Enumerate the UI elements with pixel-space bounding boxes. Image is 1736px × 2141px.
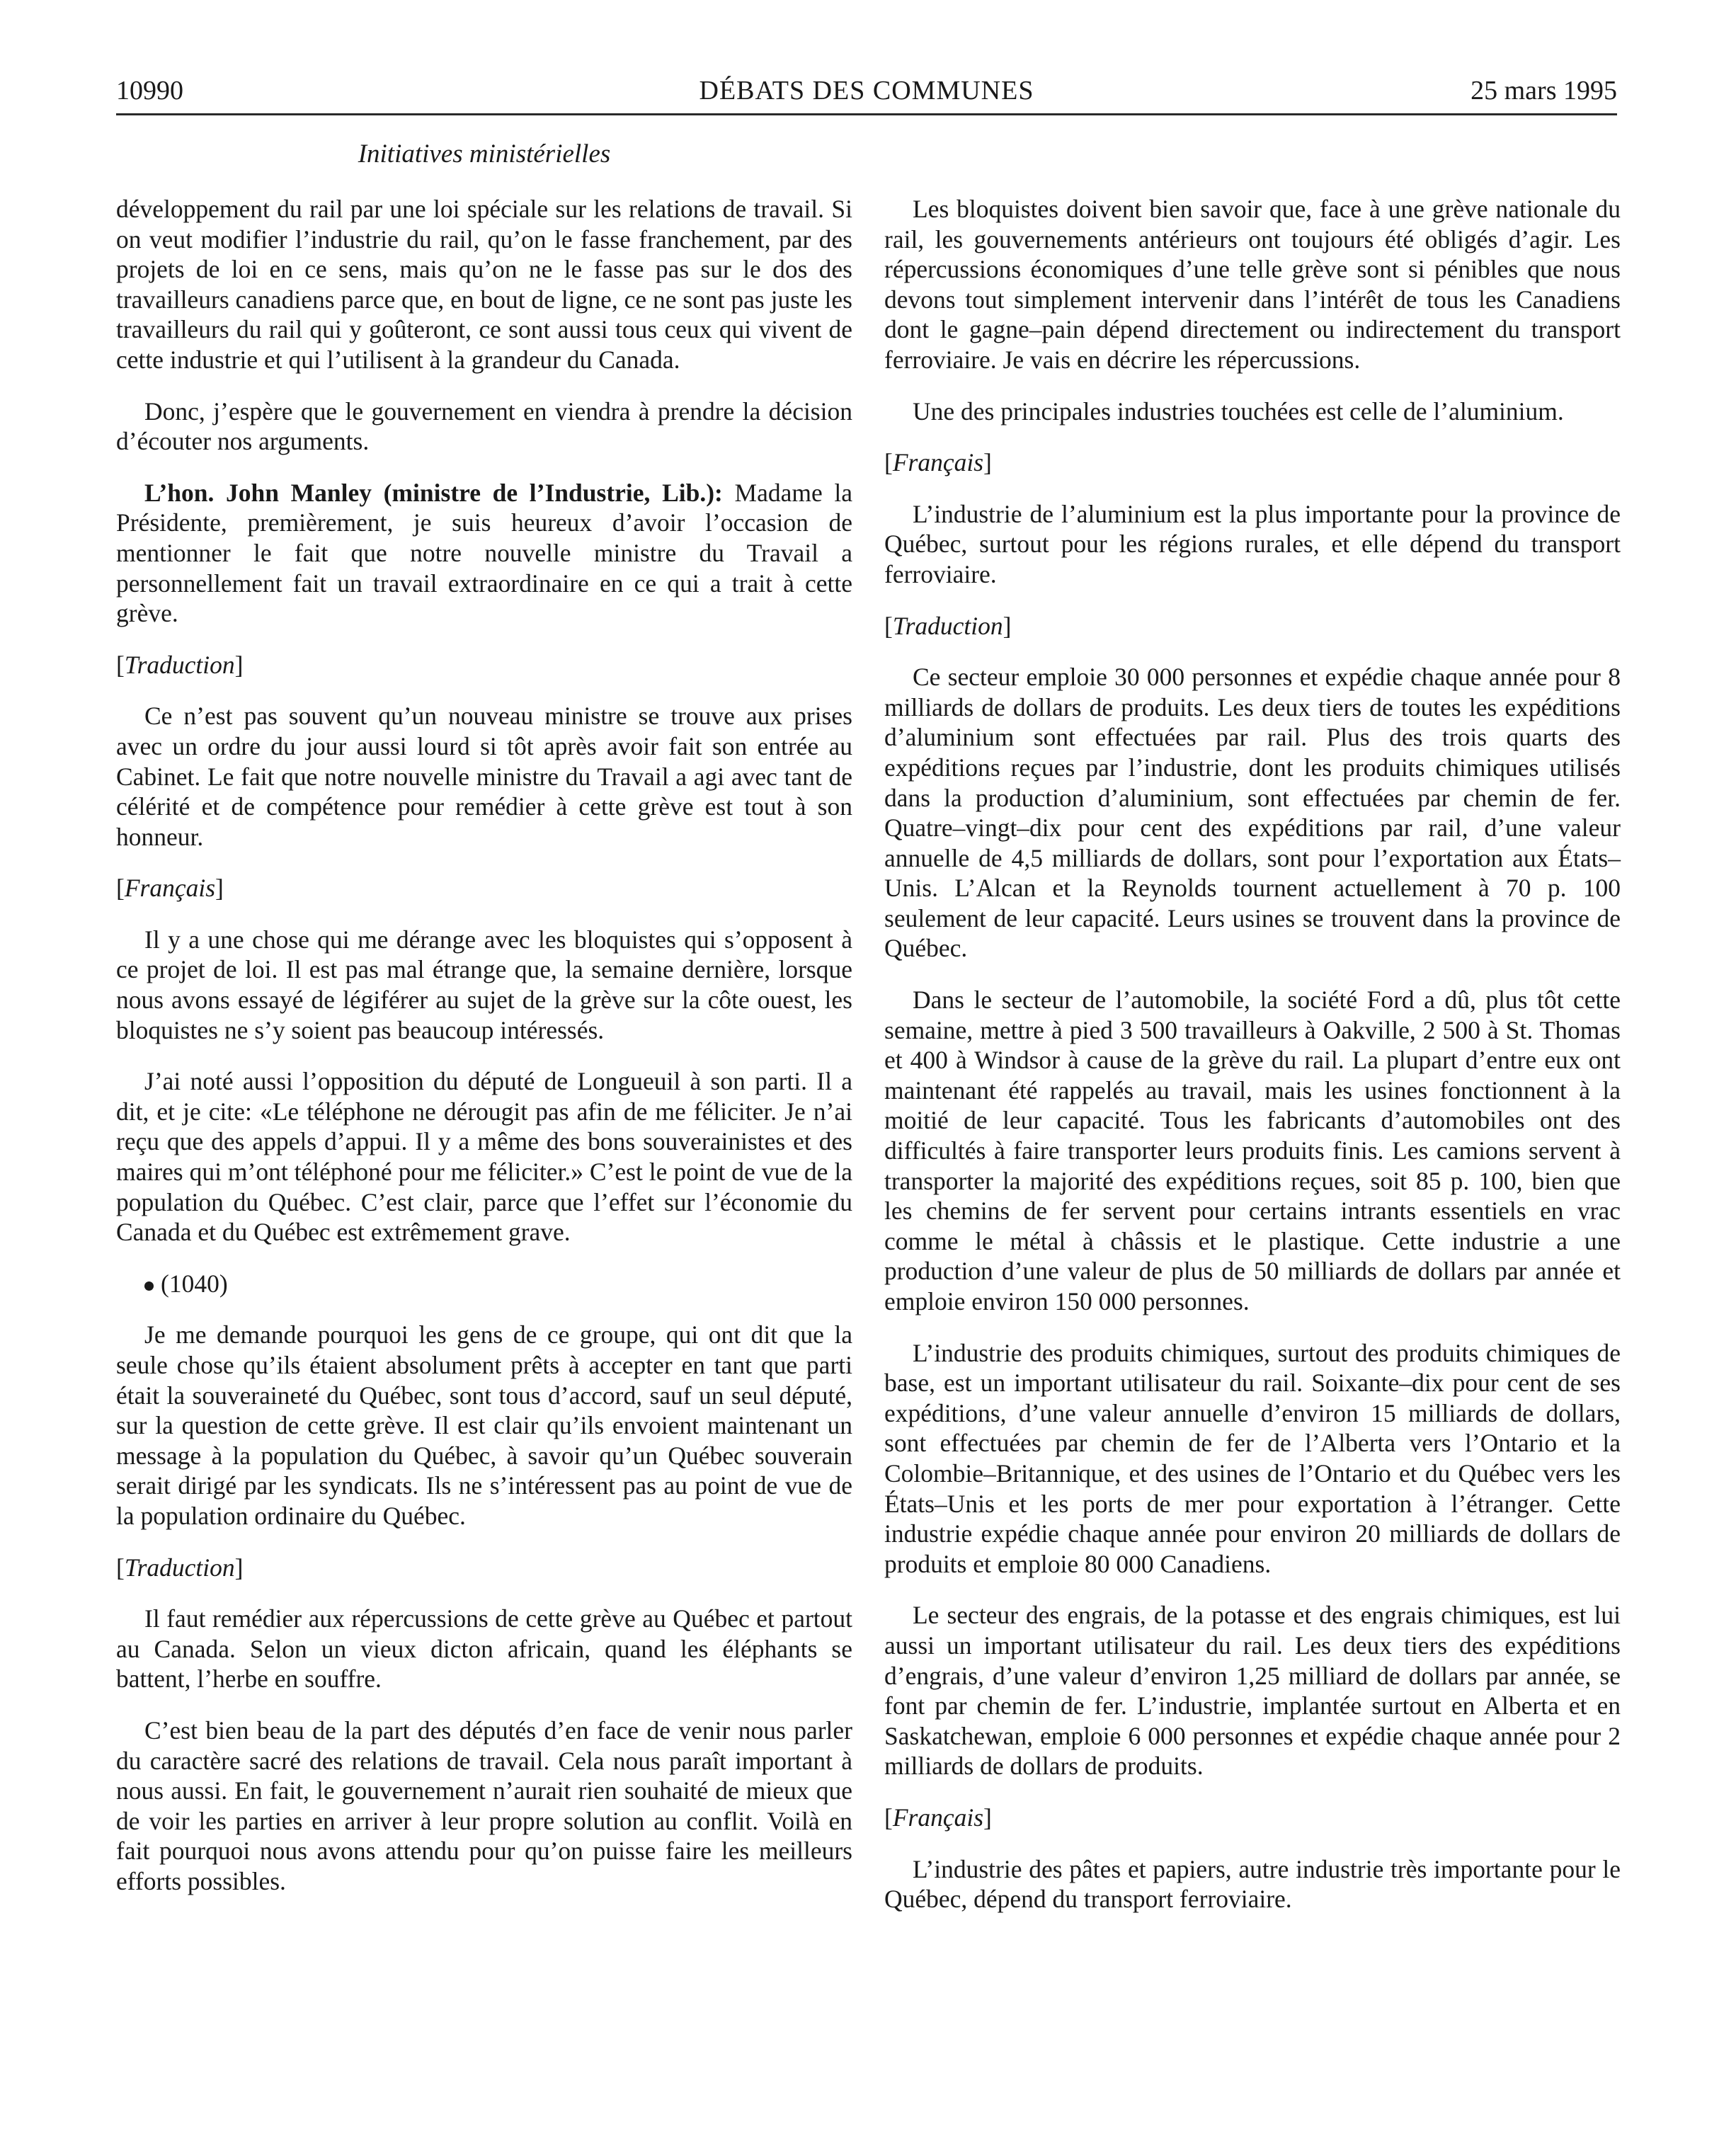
language-marker: [Français]: [884, 1803, 992, 1832]
paragraph: Il faut remédier aux répercussions de cette grève au Québec et partout au Canada. Selon un vieux dicton africain, quand les éléphants se battent, l’herbe en souffre.: [116, 1604, 852, 1694]
paragraph: J’ai noté aussi l’opposition du député de Longueuil à son parti. Il a dit, et je cite: «Le téléphone ne dérougit pas afin de me féliciter. Je n’ai reçu que des appels d’appui. Il y a même des bons souverainistes et des maires qui m’ont téléphoné pour me féliciter.» C’est le point de vue de la population du Québec. C’est clair, parce que l’effet sur l’économie du Canada et du Québec est extrêmement grave.: [116, 1067, 852, 1247]
speaker-name: L’hon. John Manley (ministre de l’Industrie, Lib.):: [144, 478, 723, 507]
paragraph: Les bloquistes doivent bien savoir que, face à une grève nationale du rail, les gouvernements antérieurs ont toujours été obligés d’agir. Les répercussions économiques d’une telle grève sont si pénibles que nous devons tout simplement intervenir dans l’intérêt de tous les Canadiens dont le gagne–pain dépend directement ou indirectement du transport ferroviaire. Je vais en décrire les répercussions.: [884, 195, 1621, 374]
page-header: [116, 68, 1617, 115]
paragraph: Ce n’est pas souvent qu’un nouveau ministre se trouve aux prises avec un ordre du jour aussi lourd si tôt après avoir fait son entrée au Cabinet. Le fait que notre nouvelle ministre du Travail a agi avec tant de célérité et de compétence pour remédier à cette grève est tout à son honneur.: [116, 702, 852, 851]
speech-text: Madame la Présidente, premièrement, je suis heureux d’avoir l’occasion de mentionner le fait que notre nouvelle ministre du Travail a personnellement fait un travail extraordinaire en ce qui a trait à cette grève.: [116, 478, 852, 628]
publication-date: 25 mars 1995: [1471, 76, 1617, 105]
paragraph: Une des principales industries touchées est celle de l’aluminium.: [913, 396, 1564, 426]
paragraph: Il y a une chose qui me dérange avec les bloquistes qui s’opposent à ce projet de loi. Il est pas mal étrange que, la semaine dernière, lorsque nous avons essayé de légiférer au sujet de la grève sur la côte ouest, les bloquistes ne s’y soient pas beaucoup intéressés.: [116, 925, 852, 1044]
language-label: Traduction: [124, 650, 235, 679]
paragraph: Donc, j’espère que le gouvernement en viendra à prendre la décision d’écouter nos arguments.: [116, 396, 852, 456]
paragraph: Ce secteur emploie 30 000 personnes et expédie chaque année pour 8 milliards de dollars de produits. Les deux tiers de toutes les expéditions d’aluminium sont effectuées par rail. Plus des trois quarts des expéditions reçues par l’industrie, dont les produits chimiques utilisés dans la production d’aluminium, sont effectuées par chemin de fer. Quatre–vingt–dix pour cent des expéditions par rail, d’une valeur annuelle de 4,5 milliards de dollars, sont pour l’exportation aux États–Unis. L’Alcan et la Reynolds tournent actuellement à 70 p. 100 seulement de leur capacité. Leurs usines se trouvent dans la province de Québec.: [884, 663, 1621, 963]
paragraph: L’industrie des pâtes et papiers, autre industrie très importante pour le Québec, dépend du transport ferroviaire.: [884, 1854, 1621, 1914]
paragraph: Je me demande pourquoi les gens de ce groupe, qui ont dit que la seule chose qu’ils étaient absolument prêts à accepter en tant que parti était la souveraineté du Québec, sont tous d’accord, sauf un seul député, sur la question de cette grève. Il est clair qu’ils envoient maintenant un message à la population du Québec, à savoir qu’un Québec souverain serait dirigé par les syndicats. Ils ne s’intéressent pas au point de vue de la population ordinaire du Québec.: [116, 1320, 852, 1530]
language-marker: [Français]: [884, 448, 992, 477]
timestamp-text: (1040): [161, 1269, 228, 1298]
language-marker: [Français]: [116, 874, 224, 903]
language-marker: [Traduction]: [116, 650, 244, 679]
page-number: 10990: [116, 76, 183, 105]
paragraph: L’industrie de l’aluminium est la plus importante pour la province de Québec, surtout pour les régions rurales, et elle dépend du transport ferroviaire.: [884, 499, 1621, 588]
left-column: [116, 194, 852, 1918]
speaker-paragraph: [116, 478, 852, 629]
language-label: Traduction: [124, 1553, 235, 1582]
right-column: [884, 194, 1621, 1936]
paragraph: Le secteur des engrais, de la potasse et des engrais chimiques, est lui aussi un important utilisateur du rail. Les deux tiers des expéditions d’engrais, d’une valeur d’environ 1,25 milliard de dollars par année, se font par chemin de fer. L’industrie, implantée surtout en Alberta et en Saskatchewan, emploie 6 000 personnes et expédie chaque année pour 2 milliards de dollars de produits.: [884, 1601, 1621, 1781]
language-label: Français: [124, 874, 216, 903]
paragraph: Dans le secteur de l’automobile, la société Ford a dû, plus tôt cette semaine, mettre à pied 3 500 travailleurs à Oakville, 2 500 à St. Thomas et 400 à Windsor à cause de la grève du rail. La plupart d’entre eux ont maintenant été rappelés au travail, mais les usines fonctionnent à la moitié de leur capacité. Tous les fabricants d’automobiles ont des difficultés à faire transporter leurs produits finis. Les camions servent à transporter la majorité des expéditions reçues, soit 85 p. 100, bien que les chemins de fer servent pour certains intrants essentiels en vrac comme le métal à châssis et le plastique. Cette industrie a une production d’une valeur de plus de 50 milliards de dollars par année et emploie environ 150 000 personnes.: [884, 986, 1621, 1315]
paragraph: développement du rail par une loi spéciale sur les relations de travail. Si on veut modifier l’industrie du rail, qu’on le fasse franchement, par des projets de loi en ce sens, mais qu’on ne le fasse pas sur le dos des travailleurs canadiens parce que, en bout de ligne, ce ne sont pas juste les travailleurs du rail qui y goûteront, ce sont aussi tous ceux qui vivent de cette industrie et qui l’utilisent à la grandeur du Canada.: [116, 195, 852, 374]
language-label: Français: [892, 1803, 984, 1832]
publication-title: DÉBATS DES COMMUNES: [699, 76, 1034, 105]
bullet-icon: [144, 1281, 154, 1291]
section-title: Initiatives ministérielles: [358, 139, 611, 169]
language-label: Traduction: [892, 611, 1003, 640]
language-label: Français: [892, 448, 984, 477]
time-stamp: [116, 1269, 852, 1299]
paragraph: L’industrie des produits chimiques, surtout des produits chimiques de base, est un important utilisateur du rail. Soixante–dix pour cent de ses expéditions, d’une valeur annuelle d’environ 15 milliards de dollars, sont effectuées par chemin de fer de l’Alberta vers l’Ontario et la Colombie–Britannique, et des usines de l’Ontario et du Québec vers les États–Unis et les ports de mer pour exportation à l’étranger. Cette industrie expédie chaque année pour environ 20 milliards de dollars de produits et emploie 80 000 Canadiens.: [884, 1338, 1621, 1578]
paragraph: C’est bien beau de la part des députés d’en face de venir nous parler du caractère sacré des relations de travail. Cela nous paraît important à nous aussi. En fait, le gouvernement n’aurait rien souhaité de mieux que de voir les parties en arriver à leur propre solution au conflit. Voilà en fait pourquoi nous avons attendu pour qu’on puisse faire les meilleurs efforts possibles.: [116, 1715, 852, 1895]
language-marker: [Traduction]: [116, 1553, 244, 1582]
language-marker: [Traduction]: [884, 611, 1012, 640]
